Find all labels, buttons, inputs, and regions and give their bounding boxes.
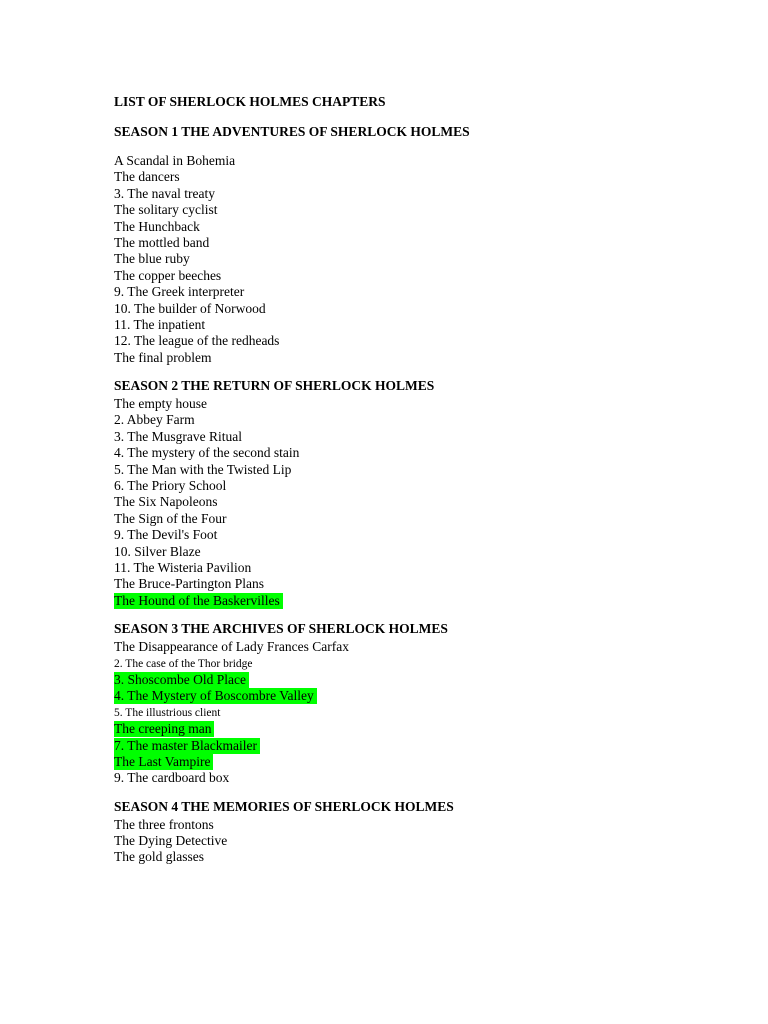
episode-item [114, 396, 674, 412]
episode-item [114, 478, 674, 494]
episode-title: 5. The Man with the Twisted Lip [114, 461, 292, 477]
episode-item [114, 317, 674, 333]
episode-item [114, 656, 674, 672]
episode-title: The Dying Detective [114, 833, 228, 849]
episode-item [114, 576, 674, 592]
episode-title: 9. The Devil's Foot [114, 527, 218, 543]
season-4-heading: SEASON 4 THE MEMORIES OF SHERLOCK HOLMES [114, 798, 454, 814]
episode-item [114, 169, 674, 185]
episode-item [114, 494, 674, 510]
episode-title: The empty house [114, 396, 207, 412]
episode-item [114, 705, 674, 721]
episode-title: The final problem [114, 349, 212, 365]
episode-item [114, 849, 674, 865]
episode-item [114, 639, 674, 655]
episode-title: The Sign of the Four [114, 510, 227, 526]
season-2-episode-list [114, 396, 674, 609]
episode-title: The blue ruby [114, 251, 190, 267]
episode-title: The dancers [114, 169, 180, 185]
season-3-heading: SEASON 3 THE ARCHIVES OF SHERLOCK HOLMES [114, 621, 448, 637]
episode-item [114, 235, 674, 251]
episode-title: The Bruce-Partington Plans [114, 576, 264, 592]
episode-item [114, 462, 674, 478]
episode-title: The Six Napoleons [114, 494, 218, 510]
episode-title: 11. The Wisteria Pavilion [114, 559, 252, 575]
episode-title: 10. Silver Blaze [114, 543, 201, 559]
episode-item [114, 672, 674, 688]
episode-title: 6. The Priory School [114, 478, 227, 494]
season-1-episode-list [114, 153, 674, 366]
episode-item [114, 721, 674, 737]
episode-item [114, 445, 674, 461]
episode-item [114, 754, 674, 770]
episode-title: 2. The case of the Thor bridge [114, 657, 253, 670]
episode-title: 9. The Greek interpreter [114, 284, 245, 300]
highlighted-episode-title: 4. The Mystery of Boscombre Valley [114, 688, 317, 704]
episode-item [114, 284, 674, 300]
episode-item [114, 833, 674, 849]
highlighted-episode-title: 3. Shoscombe Old Place [114, 672, 249, 688]
episode-title: The solitary cyclist [114, 202, 218, 218]
episode-item [114, 301, 674, 317]
document-page [114, 92, 674, 866]
episode-item [114, 770, 674, 786]
episode-title: 11. The inpatient [114, 316, 206, 332]
season-4-episode-list [114, 817, 674, 866]
episode-title: 10. The builder of Norwood [114, 300, 266, 316]
episode-item [114, 560, 674, 576]
episode-item [114, 738, 674, 754]
episode-item [114, 688, 674, 704]
episode-title: 4. The mystery of the second stain [114, 445, 300, 461]
season-1-heading: SEASON 1 THE ADVENTURES OF SHERLOCK HOLMES [114, 124, 470, 139]
episode-item [114, 219, 674, 235]
episode-title: 5. The illustrious client [114, 706, 221, 719]
episode-title: 3. The Musgrave Ritual [114, 428, 242, 444]
highlighted-episode-title: The creeping man [114, 721, 214, 737]
highlighted-episode-title: The Hound of the Baskervilles [114, 593, 283, 609]
episode-item [114, 350, 674, 366]
episode-item [114, 527, 674, 543]
highlighted-episode-title: The Last Vampire [114, 754, 213, 770]
episode-title: The Hunchback [114, 218, 200, 234]
episode-item [114, 429, 674, 445]
episode-title: A Scandal in Bohemia [114, 153, 236, 168]
episode-title: The mottled band [114, 234, 210, 250]
episode-item [114, 511, 674, 527]
episode-item [114, 412, 674, 428]
episode-item [114, 186, 674, 202]
episode-title: The copper beeches [114, 267, 222, 283]
episode-title: 9. The cardboard box [114, 770, 230, 786]
episode-title: The Disappearance of Lady Frances Carfax [114, 639, 350, 655]
episode-item [114, 333, 674, 349]
episode-title: 3. The naval treaty [114, 185, 215, 201]
episode-title: The gold glasses [114, 849, 204, 865]
episode-item [114, 153, 674, 169]
episode-title: 2. Abbey Farm [114, 412, 195, 428]
season-2-heading: SEASON 2 THE RETURN OF SHERLOCK HOLMES [114, 378, 435, 394]
episode-title: The three frontons [114, 816, 214, 832]
episode-item [114, 544, 674, 560]
season-3-episode-list [114, 639, 674, 787]
episode-item [114, 817, 674, 833]
episode-title: 12. The league of the redheads [114, 333, 280, 349]
episode-item [114, 593, 674, 609]
episode-item [114, 268, 674, 284]
highlighted-episode-title: 7. The master Blackmailer [114, 738, 260, 754]
document-title: LIST OF SHERLOCK HOLMES CHAPTERS [114, 94, 386, 109]
episode-item [114, 202, 674, 218]
episode-item [114, 251, 674, 267]
